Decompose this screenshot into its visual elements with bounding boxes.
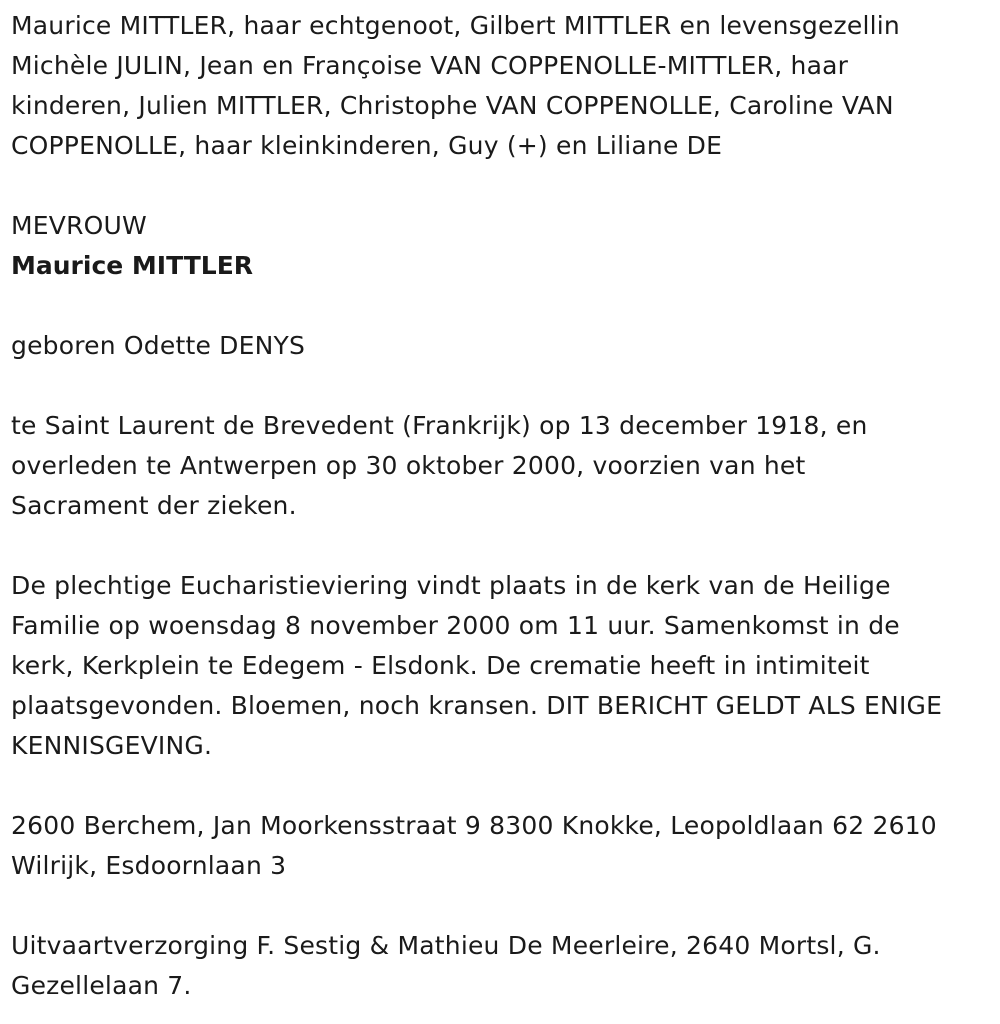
- spacer: [11, 766, 1000, 806]
- intro-paragraph: [11, 6, 1000, 166]
- text-line: kinderen, Julien MITTLER, Christophe VAN COPPENOLLE, Caroline VAN: [11, 91, 894, 120]
- born-as-line: geboren Odette DENYS: [11, 331, 306, 360]
- text-line: Maurice MITTLER, haar echtgenoot, Gilbert MITTLER en levensgezellin: [11, 11, 900, 40]
- text-line: COPPENOLLE, haar kleinkinderen, Guy (+) en Liliane DE: [11, 131, 723, 160]
- spacer: [11, 286, 1000, 326]
- text-line: plaatsgevonden. Bloemen, noch kransen. DIT BERICHT GELDT ALS ENIGE: [11, 691, 943, 720]
- text-line: KENNISGEVING.: [11, 731, 213, 760]
- text-line: overleden te Antwerpen op 30 oktober 2000, voorzien van het: [11, 451, 806, 480]
- spacer: [11, 166, 1000, 206]
- spacer: [11, 886, 1000, 926]
- address-paragraph: [11, 806, 1000, 886]
- text-line: Uitvaartverzorging F. Sestig & Mathieu De Meerleire, 2640 Mortsl, G.: [11, 931, 881, 960]
- funeral-home-paragraph: [11, 926, 1000, 1006]
- text-line: Sacrament der zieken.: [11, 491, 297, 520]
- deceased-name: Maurice MITTLER: [11, 251, 254, 280]
- ceremony-paragraph: [11, 566, 1000, 766]
- text-line: kerk, Kerkplein te Edegem - Elsdonk. De crematie heeft in intimiteit: [11, 651, 870, 680]
- text-line: te Saint Laurent de Brevedent (Frankrijk) op 13 december 1918, en: [11, 411, 868, 440]
- title-label: MEVROUW: [11, 211, 147, 240]
- birth-death-paragraph: [11, 406, 1000, 526]
- text-line: De plechtige Eucharistieviering vindt plaats in de kerk van de Heilige: [11, 571, 891, 600]
- text-line: Gezellelaan 7.: [11, 971, 192, 1000]
- text-line: Familie op woensdag 8 november 2000 om 11 uur. Samenkomst in de: [11, 611, 900, 640]
- text-line: Wilrijk, Esdoornlaan 3: [11, 851, 287, 880]
- spacer: [11, 526, 1000, 566]
- spacer: [11, 366, 1000, 406]
- text-line: 2600 Berchem, Jan Moorkensstraat 9 8300 Knokke, Leopoldlaan 62 2610: [11, 811, 937, 840]
- text-line: Michèle JULIN, Jean en Françoise VAN COPPENOLLE-MITTLER, haar: [11, 51, 849, 80]
